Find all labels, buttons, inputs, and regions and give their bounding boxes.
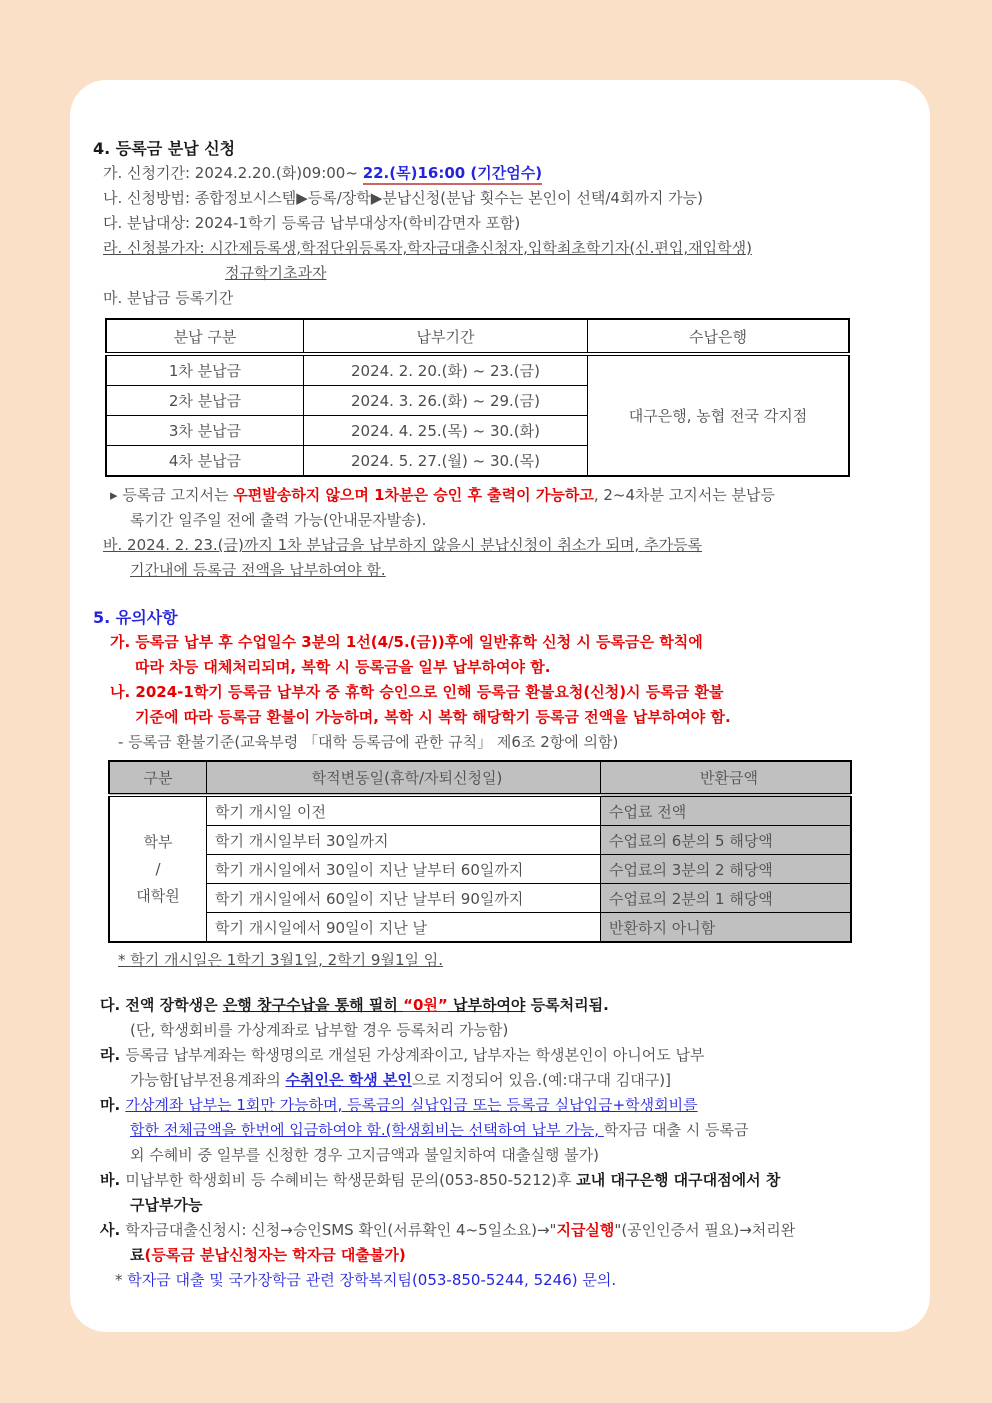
loan-execute-text: 지급실행 bbox=[556, 1221, 615, 1239]
refund-header-when: 학적변동일(휴학/자퇴신청일) bbox=[207, 761, 601, 795]
table-row bbox=[109, 855, 851, 884]
section4-title: 4. 등록금 분납 신청 bbox=[93, 139, 236, 158]
installment-period: 2024. 2. 20.(화) ~ 23.(금) bbox=[304, 354, 588, 386]
loan-ban-text: (등록금 분납신청자는 학자금 대출불가) bbox=[144, 1246, 406, 1264]
installment-period: 2024. 3. 26.(화) ~ 29.(금) bbox=[304, 386, 588, 416]
asterisk-marker: * bbox=[115, 1271, 128, 1289]
refund-footnote: * 학기 개시일은 1학기 3월1일, 2학기 9월1일 임. bbox=[118, 951, 444, 969]
installment-name: 2차 분납금 bbox=[106, 386, 304, 416]
refund-when: 학기 개시일에서 90일이 지난 날 bbox=[207, 913, 601, 943]
notice-ga-line2: 따라 차등 대체처리되며, 복학 시 등록금을 일부 납부하여야 함. bbox=[135, 658, 551, 676]
payee-emphasis-text: 수취인은 학생 본인 bbox=[285, 1071, 412, 1089]
notice-ga-line1: 가. 등록금 납부 후 수업일수 3분의 1선(4/5.(금))후에 일반휴학 신청 시 등록금은 학칙에 bbox=[110, 633, 703, 651]
refund-amount: 수업료의 6분의 5 해당액 bbox=[601, 826, 852, 855]
apply-deadline-text: 22.(목)16:00 (기간엄수) bbox=[363, 164, 542, 185]
item-sa-line2: 료(등록금 분납신청자는 학자금 대출불가) bbox=[130, 1246, 406, 1264]
refund-amount: 수업료 전액 bbox=[601, 795, 852, 826]
spacer bbox=[93, 583, 902, 605]
refund-when: 학기 개시일부터 30일까지 bbox=[207, 826, 601, 855]
item-ma-line2: 합한 전체금액을 한번에 입금하여야 함.(학생회비는 선택하여 납부 가능, 학자금 대출 시 등록금 bbox=[130, 1121, 749, 1139]
installment-header-bank: 수납은행 bbox=[588, 319, 850, 354]
item-ma-line1: 마. 가상계좌 납부는 1회만 가능하며, 등록금의 실납입금 또는 등록금 실납입금+학생회비를 bbox=[100, 1096, 698, 1114]
refund-amount: 수업료의 2분의 1 해당액 bbox=[601, 884, 852, 913]
item-da-line1: 다. 전액 장학생은 은행 창구수납을 통해 필히 “0원” 납부하여야 등록처리됨. bbox=[100, 996, 609, 1014]
triangle-bullet-icon: ▸ bbox=[110, 486, 123, 504]
item-ra-label: 라. bbox=[100, 1046, 126, 1064]
apply-period-label: 가. 신청기간: 2024.2.20.(화)09:00~ bbox=[103, 164, 363, 182]
item-da-line2: (단, 학생회비를 가상계좌로 납부할 경우 등록처리 가능함) bbox=[130, 1021, 509, 1039]
item-ba-line1: 바. 미납부한 학생회비 등 수혜비는 학생문화팀 문의(053-850-5212)후 교내 대구은행 대구대점에서 창 bbox=[100, 1171, 781, 1189]
item-ma-line3: 외 수혜비 중 일부를 신청한 경우 고지금액과 불일치하여 대출실행 불가) bbox=[130, 1146, 599, 1164]
table-row bbox=[109, 826, 851, 855]
contact-text: 학자금 대출 및 국가장학금 관련 장학복지팀(053-850-5244, 5246) 문의. bbox=[127, 1271, 617, 1289]
contact-line bbox=[93, 1268, 902, 1293]
item-ra-line1: 라. 등록금 납부계좌는 학생명의로 개설된 가상계좌이고, 납부자는 학생본인이 아니어도 납부 bbox=[100, 1046, 705, 1064]
refund-amount: 수업료의 3분의 2 해당액 bbox=[601, 855, 852, 884]
cancel-notice-line1: 바. 2024. 2. 23.(금)까지 1차 분납금을 납부하지 않을시 분납신청이 취소가 되며, 추가등록 bbox=[103, 536, 703, 554]
cancel-notice-line2: 기간내에 등록금 전액을 납부하여야 함. bbox=[130, 561, 386, 579]
item-ra-line2: 가능함[납부전용계좌의 수취인은 학생 본인으로 지정되어 있음.(예:대구대 김대구)] bbox=[130, 1071, 671, 1089]
installment-period: 2024. 4. 25.(목) ~ 30.(화) bbox=[304, 416, 588, 446]
refund-when: 학기 개시일 이전 bbox=[207, 795, 601, 826]
item-sa-label: 사. bbox=[100, 1221, 126, 1239]
refund-ref-line: - 등록금 환불기준(교육부령 「대학 등록금에 관한 규칙」 제6조 2항에 의함) bbox=[118, 733, 619, 751]
installment-table bbox=[105, 318, 850, 477]
refund-header-group: 구분 bbox=[109, 761, 207, 795]
refund-table bbox=[108, 760, 852, 943]
not-allowed-line1: 라. 신청불가자: 시간제등록생,학점단위등록자,학자금대출신청자,입학최초학기자(신.편입,재입학생) bbox=[103, 239, 752, 257]
table-row bbox=[109, 884, 851, 913]
installment-period: 2024. 5. 27.(월) ~ 30.(목) bbox=[304, 446, 588, 477]
bank-cell: 대구은행, 농협 전국 각지점 bbox=[588, 354, 850, 476]
target-line: 다. 분납대상: 2024-1학기 등록금 납부대상자(학비감면자 포함) bbox=[103, 214, 521, 232]
refund-amount: 반환하지 아니함 bbox=[601, 913, 852, 943]
installment-name: 4차 분납금 bbox=[106, 446, 304, 477]
refund-group-cell: 학부 / 대학원 bbox=[109, 795, 207, 942]
table-row bbox=[109, 795, 851, 826]
bill-notice-emphasis: 우편발송하지 않으며 1차분은 승인 후 출력이 가능하고 bbox=[233, 486, 594, 504]
installment-name: 1차 분납금 bbox=[106, 354, 304, 386]
installment-header-period: 납부기간 bbox=[304, 319, 588, 354]
section5-title: 5. 유의사항 bbox=[93, 608, 178, 627]
refund-when: 학기 개시일에서 30일이 지난 날부터 60일까지 bbox=[207, 855, 601, 884]
item-da-label: 다. bbox=[100, 996, 126, 1014]
schedule-label-line: 마. 분납금 등록기간 bbox=[103, 289, 234, 307]
installment-name: 3차 분납금 bbox=[106, 416, 304, 446]
item-ba-line2: 구납부가능 bbox=[130, 1196, 203, 1214]
refund-header-amount: 반환금액 bbox=[601, 761, 852, 795]
item-ma-label: 마. bbox=[100, 1096, 126, 1114]
notice-na-line1: 나. 2024-1학기 등록금 납부자 중 휴학 승인으로 인해 등록금 환불요청(신청)시 등록금 환불 bbox=[110, 683, 724, 701]
zero-won-text: “0원” bbox=[403, 996, 448, 1014]
refund-when: 학기 개시일에서 60일이 지난 날부터 90일까지 bbox=[207, 884, 601, 913]
notice-card bbox=[70, 80, 930, 1332]
item-sa-line1: 사. 학자금대출신청시: 신청→승인SMS 확인(서류확인 4~5일소요)→"지급실행"(공인인증서 필요)→처리완 bbox=[100, 1221, 796, 1239]
apply-period-line bbox=[93, 161, 902, 186]
installment-table-header-row bbox=[106, 319, 849, 354]
notice-na-line2: 기준에 따라 등록금 환불이 가능하며, 복학 시 복학 해당학기 등록금 전액을 납부하여야 함. bbox=[135, 708, 731, 726]
spacer bbox=[93, 973, 902, 993]
item-ba-label: 바. bbox=[100, 1171, 126, 1189]
table-row bbox=[106, 354, 849, 386]
bill-notice-line1: ▸ 등록금 고지서는 우편발송하지 않으며 1차분은 승인 후 출력이 가능하고, 2~4차분 고지서는 분납등 bbox=[110, 486, 775, 504]
bill-notice-line2: 록기간 일주일 전에 출력 가능(안내문자발송). bbox=[130, 511, 427, 529]
table-row bbox=[109, 913, 851, 943]
not-allowed-line2: 정규학기초과자 bbox=[225, 264, 327, 282]
apply-method-line: 나. 신청방법: 종합정보시스템▶등록/장학▶분납신청(분납 횟수는 본인이 선택/4회까지 가능) bbox=[103, 189, 704, 207]
installment-header-type: 분납 구분 bbox=[106, 319, 304, 354]
refund-table-header-row bbox=[109, 761, 851, 795]
